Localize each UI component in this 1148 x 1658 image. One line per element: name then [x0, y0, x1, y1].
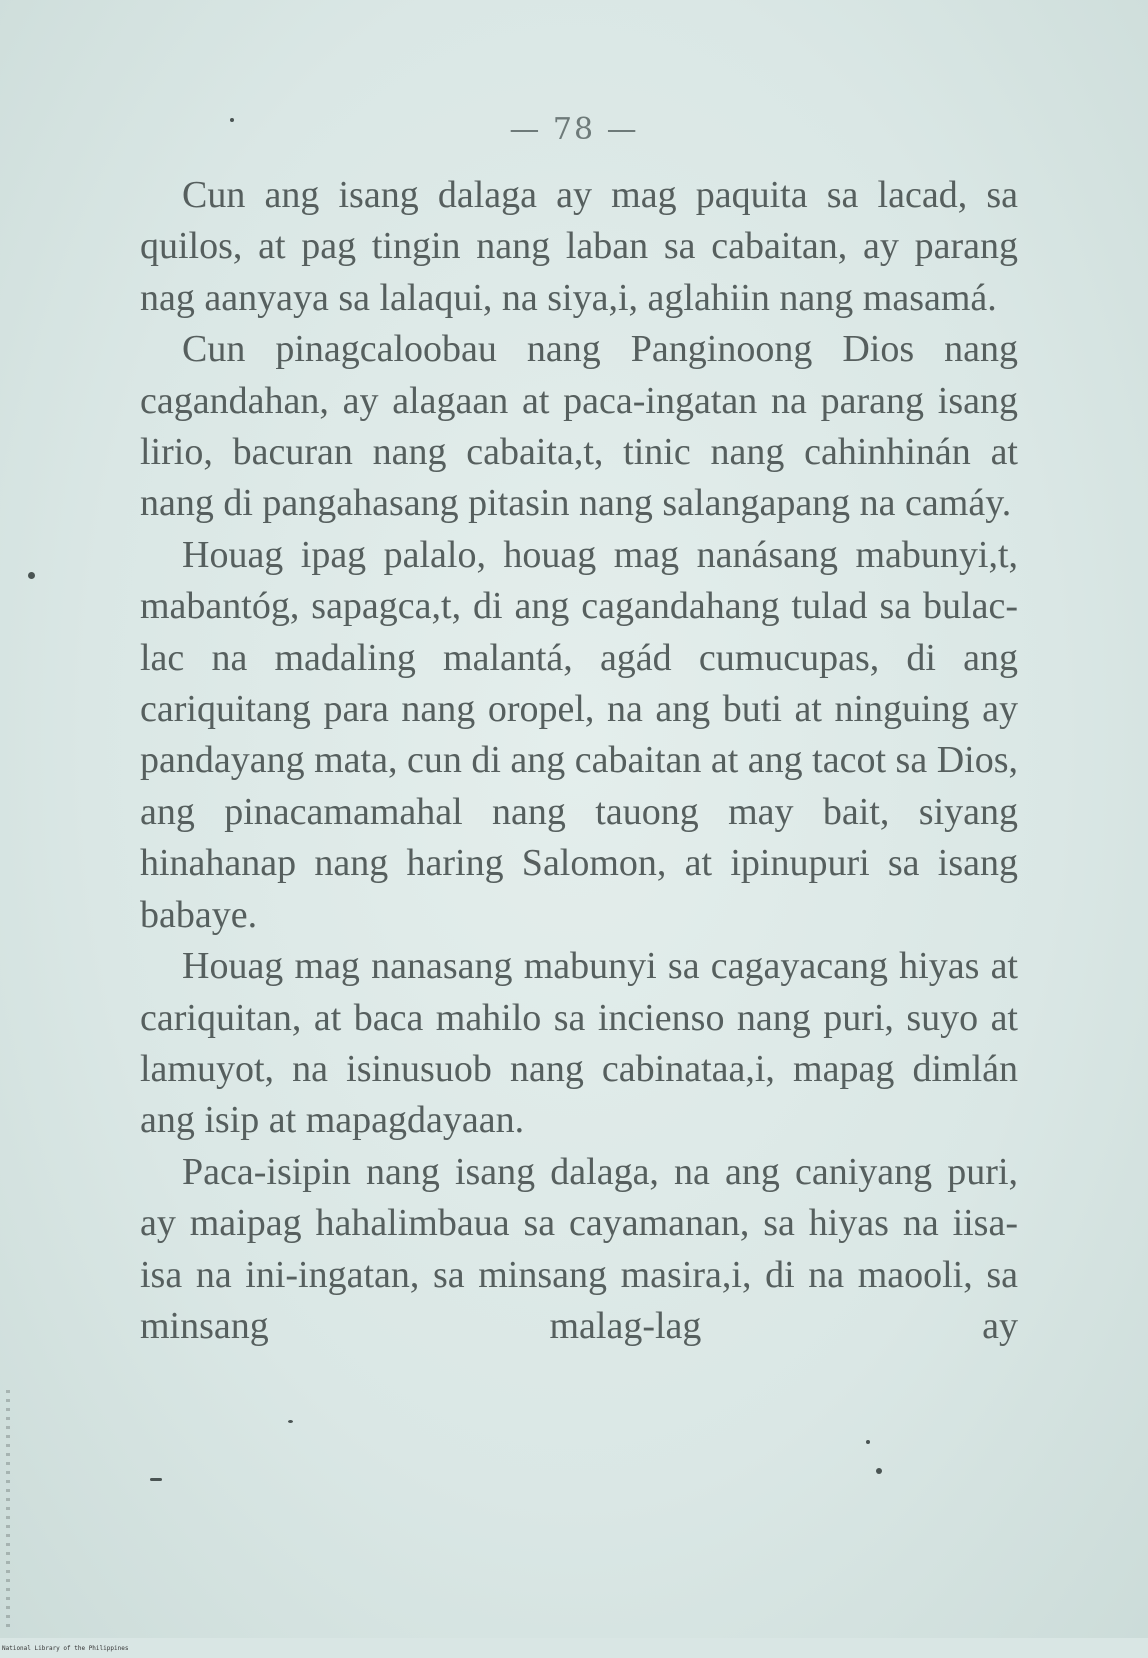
- paragraph-5: Paca-isipin nang isang dalaga, na ang caniyang puri, ay maipag hahalimbaua sa cayamanan, sa hiyas na iisa-isa na ini-ingatan, sa minsang masira,i, di na maooli, sa minsang malag-lag ay: [140, 1150, 1018, 1347]
- page-number: — 78 —: [509, 112, 639, 147]
- ink-speck: [150, 1478, 162, 1481]
- paragraph-1: Cun ang isang dalaga ay mag paquita sa lacad, sa quilos, at pag tingin nang laban sa cabaitan, ay parang nag aanyaya sa lalaqui, na siya,i, aglahiin nang masamá.: [140, 174, 1018, 319]
- paragraph-4: Houag mag nanasang mabunyi sa cagayacang hiyas at cariquitan, at baca mahilo sa incienso nang puri, suyo at lamuyot, na isinusuob nang cabinataa,i, mapag dimlán ang isip at mapagdayaan.: [140, 945, 1018, 1142]
- ink-speck: [288, 1420, 293, 1423]
- body-text: [140, 170, 1018, 1352]
- ink-speck: [230, 118, 234, 122]
- ink-speck: [876, 1468, 882, 1474]
- paragraph-3: Houag ipag palalo, houag mag nanásang mabunyi,t, mabantóg, sapagca,t, di ang cagandahang tulad sa bulac-lac na madaling malantá, agád cumucupas, di ang cariquitang para nang oropel, na ang buti at ninguing ay pandayang mata, cun di ang cabaitan at ang tacot sa Dios, ang pinacamamahal nang tauong may bait, siyang hinahanap nang haring Salomon, at ipinupuri sa isang babaye.: [140, 533, 1018, 936]
- footer-credit: National Library of the Philippines: [2, 1645, 129, 1652]
- ink-speck: [28, 572, 35, 579]
- ink-speck: [866, 1440, 870, 1444]
- paragraph-2: Cun pinagcaloobau nang Panginoong Dios nang cagandahan, ay alagaan at paca-ingatan na parang isang lirio, bacuran nang cabaita,t, tinic nang cahinhinán at nang di pangahasang pitasin nang salangapang na camáy.: [140, 328, 1018, 525]
- page-edge-marks: [6, 1390, 10, 1630]
